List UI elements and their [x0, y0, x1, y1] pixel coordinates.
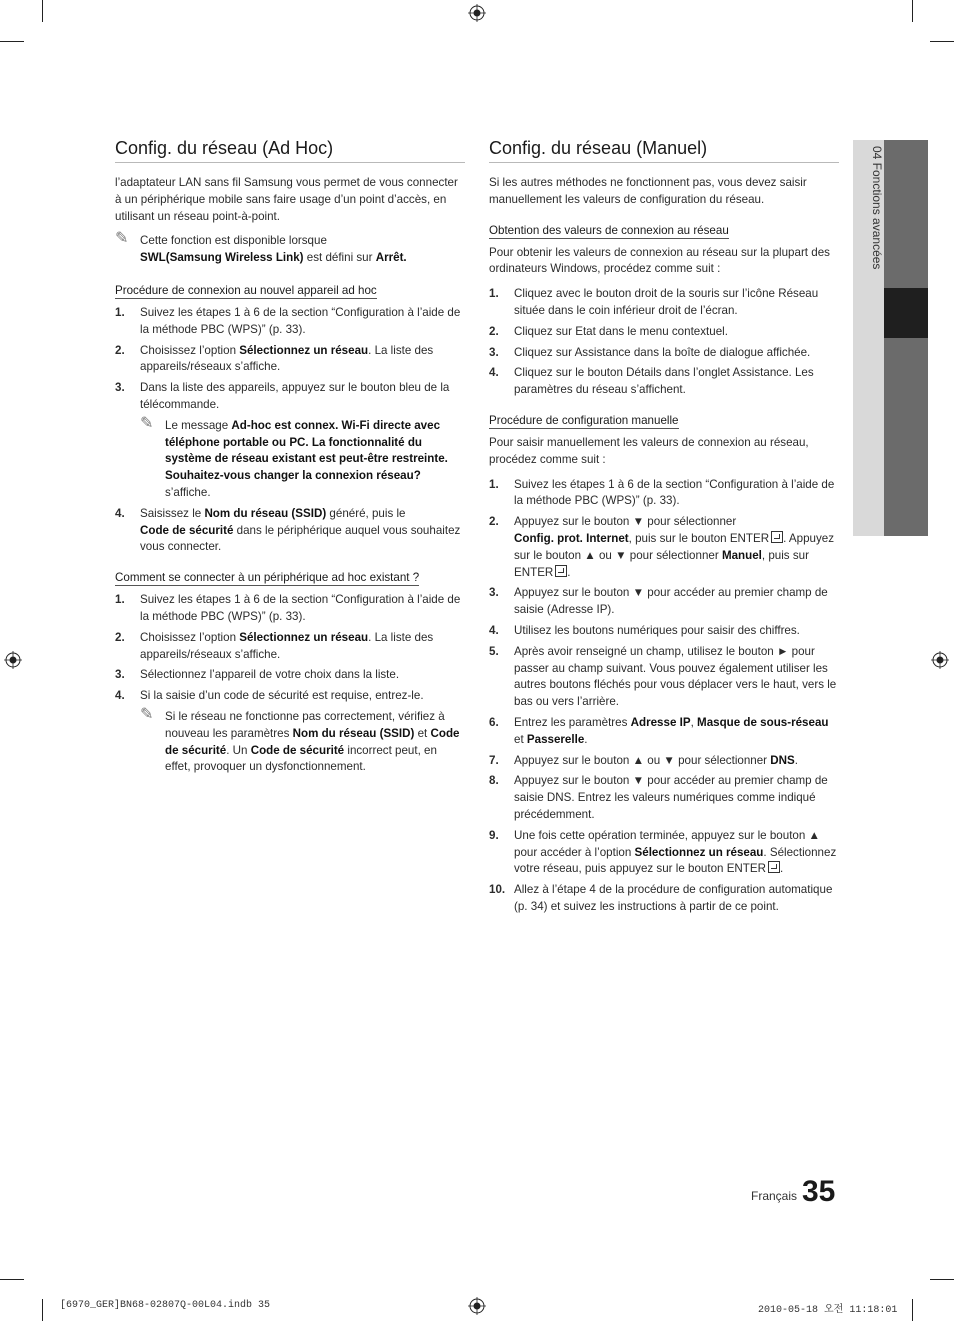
list-item: 9. Une fois cette opération terminée, appuyez sur le bouton ▲ pour accéder à l’option Sélectionnez un réseau. Sélectionnez votre réseau, puis appuyez sur le bouton ENTER .: [489, 828, 837, 876]
intro-paragraph: l’adaptateur LAN sans fil Samsung vous permet de vous connecter à un périphérique mobile sans faire usage d’un point d’accès, en utilisant un réseau point-à-point.: [115, 176, 458, 223]
pencil-note-icon: ✎: [140, 705, 154, 723]
list-item: 4. Si la saisie d’un code de sécurité est requise, entrez-le. ✎ Si le réseau ne fonctionne pas correctement, vérifiez à nouveau les paramètres Nom du réseau (SSID) et Code de sécurité. Un Code de sécurité incorrect peut, en effet, provoquer un dysfonctionnement.: [115, 688, 465, 776]
list-item: 3. Appuyez sur le bouton ▼ pour accéder au premier champ de saisie (Adresse IP).: [489, 586, 828, 617]
right-column: [489, 138, 839, 924]
note: ✎ Cette fonction est disponible lorsque SWL(Samsung Wireless Link) est défini sur Arrêt.: [115, 230, 407, 265]
subsection-intro: Pour obtenir les valeurs de connexion au réseau sur la plupart des ordinateurs Windows, procédez comme suit :: [489, 245, 830, 276]
registration-mark-icon: [931, 651, 949, 669]
chapter-tab-block: [884, 338, 928, 536]
list-item: 10. Allez à l’étape 4 de la procédure de configuration automatique (p. 34) et suivez les instructions à partir de ce point.: [489, 883, 833, 913]
crop-mark: [912, 1299, 913, 1321]
crop-mark: [0, 1279, 24, 1280]
list-item: 3. Cliquez sur Assistance dans la boîte de dialogue affichée.: [489, 345, 811, 359]
enter-icon: [555, 565, 567, 577]
enter-icon: [768, 861, 780, 873]
subsection-title: Procédure de connexion au nouvel appareil ad hoc: [115, 283, 377, 297]
subsection-title: Comment se connecter à un périphérique ad hoc existant ?: [115, 571, 420, 585]
crop-mark: [912, 0, 913, 22]
registration-mark-icon: [468, 4, 486, 22]
crop-mark: [930, 1279, 954, 1280]
crop-mark: [930, 41, 954, 42]
step-list: [115, 592, 465, 776]
intro-paragraph: Si les autres méthodes ne fonctionnent pas, vous devez saisir manuellement les valeurs de configuration du réseau.: [489, 176, 807, 206]
list-item: 1. Suivez les étapes 1 à 6 de la section “Configuration à l’aide de la méthode PBC (WPS)” (p. 33).: [489, 477, 835, 508]
crop-mark: [42, 0, 43, 22]
pencil-note-icon: ✎: [140, 414, 154, 432]
pencil-note-icon: ✎: [115, 230, 129, 248]
step-list: [489, 477, 839, 916]
note: ✎ Si le réseau ne fonctionne pas correctement, vérifiez à nouveau les paramètres Nom du réseau (SSID) et Code de sécurité. Un Code de sécurité incorrect peut, en effet, provoquer un dysfonctionnement.: [140, 705, 460, 774]
subsection-title: Obtention des valeurs de connexion au réseau: [489, 223, 729, 237]
left-column: [115, 138, 465, 784]
chapter-tab-block: [884, 140, 928, 288]
list-item: 5. Après avoir renseigné un champ, utilisez le bouton ► pour passer au champ suivant. Vous pouvez également utiliser les autres boutons fléchés pour vous déplacer vers le haut, vers le bas ou vers l’arrière.: [489, 644, 837, 709]
list-item: 4. Cliquez sur le bouton Détails dans l’onglet Assistance. Les paramètres du réseau s’affichent.: [489, 366, 814, 397]
print-date-info: 2010-05-18 오전 11:18:01: [758, 1305, 898, 1316]
page-number: 35: [802, 1175, 836, 1208]
list-item: 2. Cliquez sur Etat dans le menu contextuel.: [489, 324, 728, 338]
crop-mark: [42, 1299, 43, 1321]
list-item: 3. Dans la liste des appareils, appuyez sur le bouton bleu de la télécommande. ✎ Le message Ad-hoc est connex. Wi-Fi directe avec téléphone portable ou PC. La fonctionnalité du système de réseau existant est peut-être restreinte. Souhaitez-vous changer la connexion réseau? s’affiche.: [115, 380, 465, 502]
footer-language: Français: [751, 1189, 798, 1203]
section-title: Config. du réseau (Manuel): [489, 138, 839, 163]
list-item: 1. Suivez les étapes 1 à 6 de la section “Configuration à l’aide de la méthode PBC (WPS)” (p. 33).: [115, 593, 461, 623]
enter-icon: [771, 531, 783, 543]
list-item: 1. Cliquez avec le bouton droit de la souris sur l’icône Réseau située dans le coin inférieur droit de l’écran.: [489, 287, 819, 317]
list-item: 6. Entrez les paramètres Adresse IP, Masque de sous-réseau et Passerelle.: [489, 715, 829, 746]
step-list: [115, 305, 465, 556]
list-item: 7. Appuyez sur le bouton ▲ ou ▼ pour sélectionner DNS.: [489, 753, 798, 767]
list-item: 2. Choisissez l’option Sélectionnez un réseau. La liste des appareils/réseaux s’affiche.: [115, 343, 434, 374]
list-item: 8. Appuyez sur le bouton ▼ pour accéder au premier champ de saisie DNS. Entrez les valeurs numériques comme indiqué précédemment.: [489, 774, 828, 821]
list-item: 2. Appuyez sur le bouton ▼ pour sélectionner Config. prot. Internet, puis sur le bouton ENTER . Appuyez sur le bouton ▲ ou ▼ pour sélectionner Manuel, puis sur ENTER .: [489, 515, 835, 579]
note: ✎ Le message Ad-hoc est connex. Wi-Fi directe avec téléphone portable ou PC. La fonctionnalité du système de réseau existant est peut-être restreinte. Souhaitez-vous changer la connexion réseau? s’affiche.: [140, 414, 448, 499]
registration-mark-icon: [4, 651, 22, 669]
registration-mark-icon: [468, 1297, 486, 1315]
list-item: 1. Suivez les étapes 1 à 6 de la section “Configuration à l’aide de la méthode PBC (WPS)” (p. 33).: [115, 305, 461, 336]
subsection-title: Procédure de configuration manuelle: [489, 413, 679, 427]
step-list: [489, 286, 839, 399]
list-item: 4. Saisissez le Nom du réseau (SSID) généré, puis le Code de sécurité dans le périphérique auquel vous souhaitez vous connecter.: [115, 506, 461, 554]
list-item: 3. Sélectionnez l’appareil de votre choix dans la liste.: [115, 668, 400, 682]
list-item: 4. Utilisez les boutons numériques pour saisir des chiffres.: [489, 623, 800, 637]
chapter-tab-active-block: [884, 288, 928, 338]
subsection-intro: Pour saisir manuellement les valeurs de connexion au réseau, procédez comme suit :: [489, 435, 809, 466]
list-item: 2. Choisissez l’option Sélectionnez un réseau. La liste des appareils/réseaux s’affiche.: [115, 630, 434, 661]
print-file-info: [6970_GER]BN68-02807Q-00L04.indb 35: [60, 1300, 271, 1311]
chapter-tab-label: 04 Fonctions avancées: [870, 146, 884, 270]
section-title: Config. du réseau (Ad Hoc): [115, 138, 465, 163]
crop-mark: [0, 41, 24, 42]
